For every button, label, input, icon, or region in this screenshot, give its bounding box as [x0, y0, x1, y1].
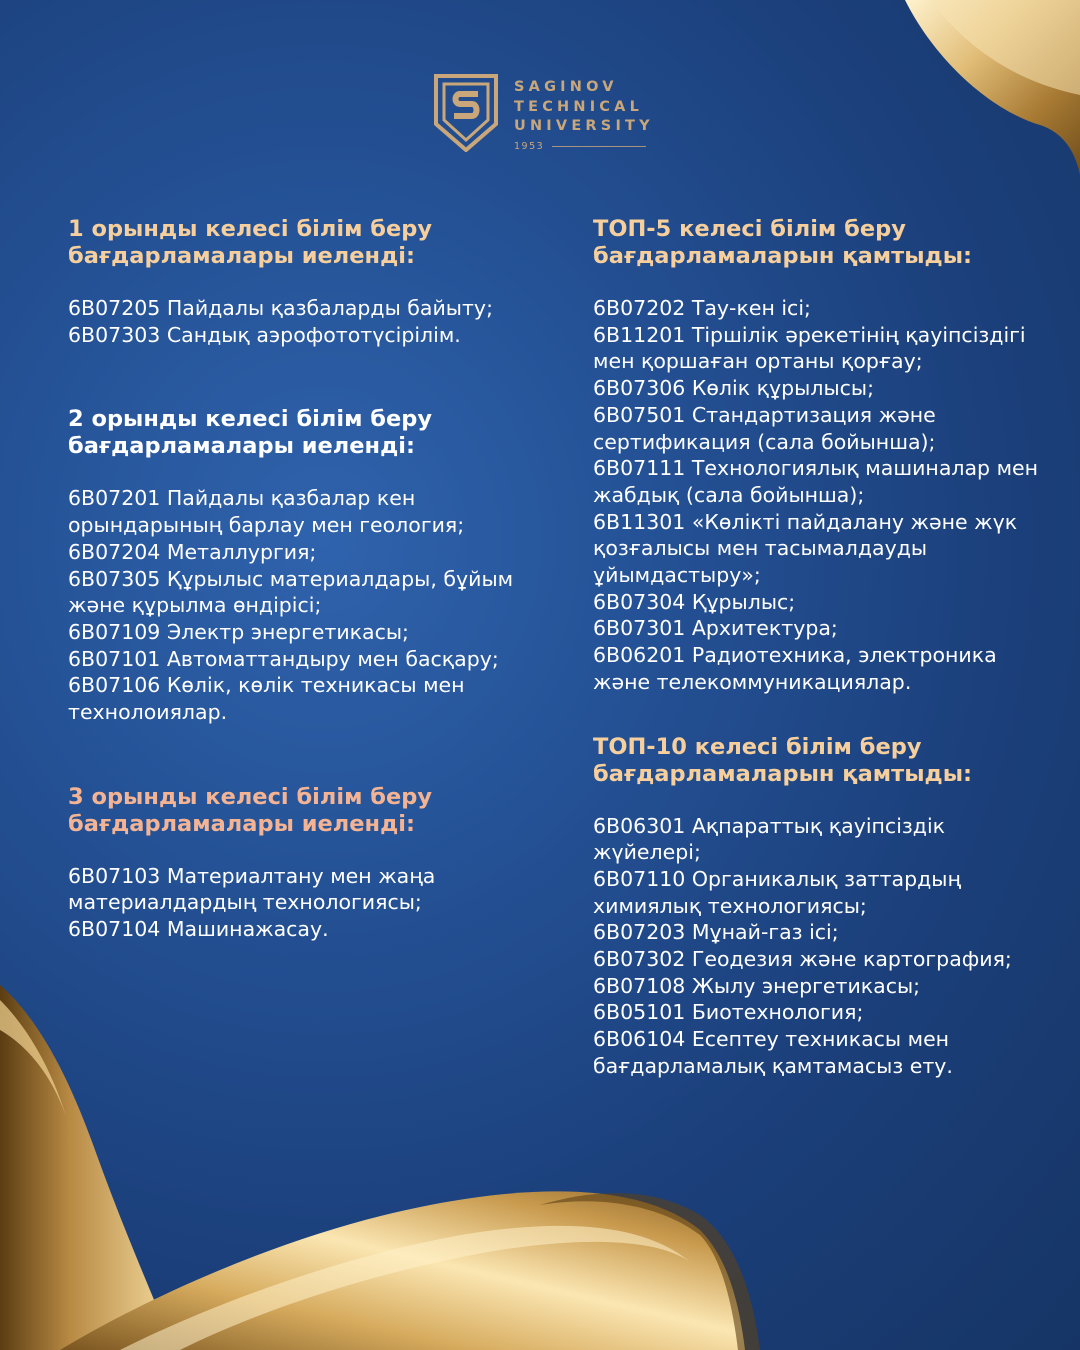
logo-line-saginov: SAGINOV: [514, 79, 618, 95]
list-item: 6B07304 Құрылыс;: [593, 589, 796, 614]
list-item: 6B07111 Технологиялық машиналар мен жабдық (сала бойынша);: [593, 456, 1039, 507]
list-item: 6B07302 Геодезия және картография;: [593, 947, 1012, 972]
heading-top-5: ТОП-5 келесі білім беру бағдарламаларын қамтыды:: [593, 216, 973, 269]
list-top-5: [593, 295, 1043, 696]
list-item: 6B07501 Стандартизация және сертификация (сала бойынша);: [593, 402, 936, 454]
list-item: 6B06104 Есептеу техникасы мен бағдарламалық қамтамасыз ету.: [593, 1027, 953, 1078]
left-column: [68, 216, 528, 943]
heading-place-3: 3 орынды келесі білім беру бағдарламалары иеленді:: [68, 783, 433, 837]
list-item: 6B06201 Радиотехника, электроника және телекоммуникациялар.: [593, 643, 997, 694]
list-item: 6B07203 Мұнай-газ ісі;: [593, 920, 839, 945]
list-item: 6B07106 Көлік, көлік техникасы мен технолоиялар.: [68, 673, 465, 725]
list-item: 6B07101 Автоматтандыру мен басқару;: [68, 646, 499, 671]
list-top-10: [593, 813, 1043, 1080]
heading-place-2: 2 орынды келесі білім беру бағдарламалары иеленді:: [68, 406, 433, 460]
logo-year-row: [514, 141, 654, 152]
section-top-10: [593, 734, 1043, 1080]
logo-year: 1953: [514, 140, 545, 152]
logo-line-technical: TECHNICAL: [514, 98, 644, 115]
list-item: 6B06301 Ақпараттық қауіпсіздік жүйелері;: [593, 813, 946, 865]
list-item: 6B07108 Жылу энергетикасы;: [593, 973, 921, 998]
list-place-3: [68, 863, 528, 943]
section-place-2: [68, 406, 528, 725]
shield-s-icon: [434, 74, 498, 152]
list-item: 6B07201 Пайдалы қазбалар кен орындарының барлау мен геология;: [68, 486, 465, 538]
heading-top-10: ТОП-10 келесі білім беру бағдарламаларын қамтыды:: [593, 733, 973, 787]
list-item: 6B07103 Материалтану мен жаңа материалдардың технологиясы;: [68, 863, 436, 915]
list-item: 6B07104 Машинажасау.: [68, 917, 329, 942]
logo-line-university: UNIVERSITY: [514, 118, 654, 134]
list-place-2: [68, 485, 528, 725]
right-column: [593, 216, 1043, 1080]
logo-divider: [552, 146, 646, 147]
list-place-1: [68, 295, 528, 348]
list-item: 6B07205 Пайдалы қазбаларды байыту;: [68, 296, 493, 320]
list-item: 6B07301 Архитектура;: [593, 616, 838, 641]
list-item: 6B11301 «Көлікті пайдалану және жүк қозғалысы мен тасымалдауды ұйымдастыру»;: [593, 509, 1018, 588]
section-place-1: [68, 216, 528, 348]
university-logo: [434, 74, 654, 154]
list-item: 6B07202 Тау-кен ісі;: [593, 296, 811, 320]
list-item: 6B07305 Құрылыс материалдары, бұйым және құрылма өндірісі;: [68, 566, 514, 618]
list-item: 6B11201 Тіршілік әрекетінің қауіпсіздігі мен қоршаған ортаны қорғау;: [593, 322, 1026, 374]
list-item: 6B07109 Электр энергетикасы;: [68, 619, 409, 644]
list-item: 6B07303 Сандық аэрофототүсірілім.: [68, 322, 461, 347]
list-item: 6B07110 Органикалық заттардың химиялық технологиясы;: [593, 866, 961, 918]
list-item: 6B05101 Биотехнология;: [593, 1000, 864, 1025]
section-top-5: [593, 216, 1043, 696]
heading-place-1: 1 орынды келесі білім беру бағдарламалары иеленді:: [68, 216, 433, 269]
section-place-3: [68, 784, 528, 943]
list-item: 6B07306 Көлік құрылысы;: [593, 376, 874, 401]
list-item: 6B07204 Металлургия;: [68, 539, 317, 564]
